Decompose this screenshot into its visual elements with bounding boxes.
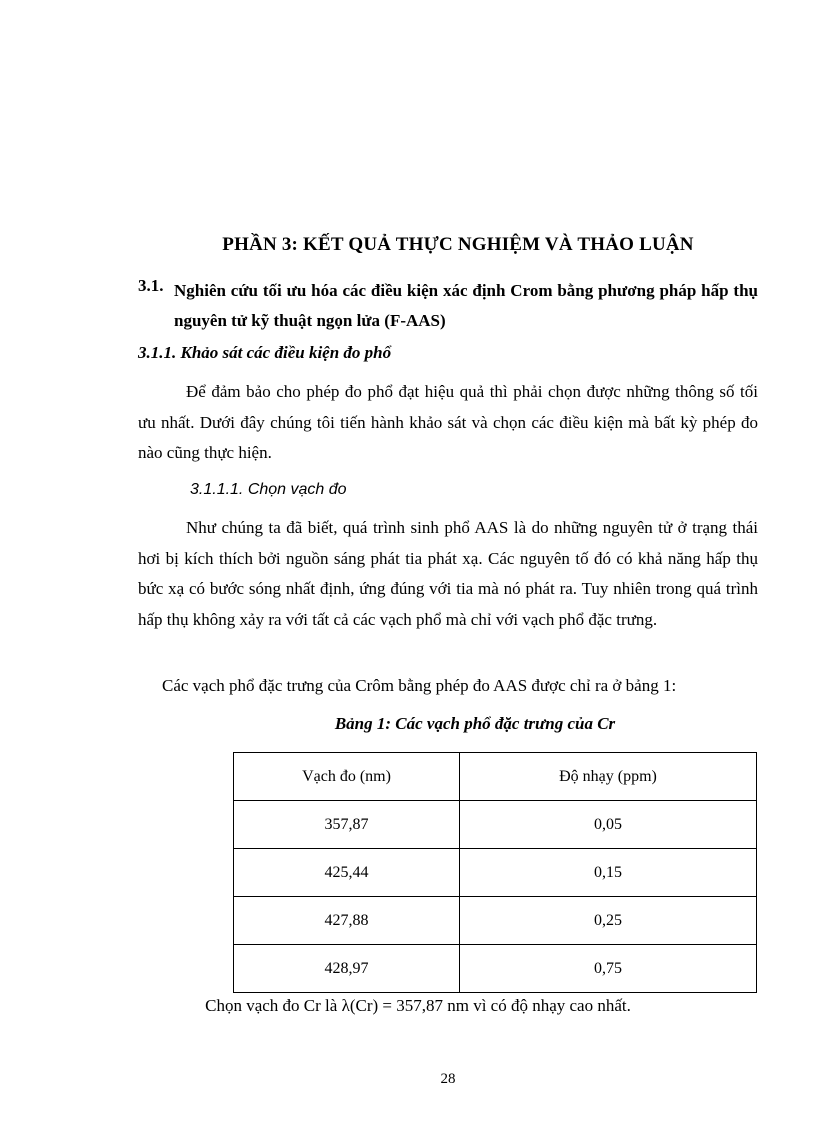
cell-sensitivity: 0,05 <box>460 801 757 849</box>
table-row <box>234 945 757 993</box>
table-header-row <box>234 753 757 801</box>
conclusion-text: Chọn vạch đo Cr là λ(Cr) = 357,87 nm vì có độ nhạy cao nhất. <box>205 996 631 1015</box>
cell-wavelength: 425,44 <box>234 849 460 897</box>
cell-wavelength: 428,97 <box>234 945 460 993</box>
section-title: Nghiên cứu tối ưu hóa các điều kiện xác định Crom bằng phương pháp hấp thụ nguyên tử kỹ thuật ngọn lửa (F-AAS) <box>174 281 758 330</box>
spectral-lines-table <box>233 752 757 993</box>
paragraph-2: Như chúng ta đã biết, quá trình sinh phổ AAS là do những nguyên tử ở trạng thái hơi bị kích thích bởi nguồn sáng phát tia phát xạ. Các nguyên tố đó có khả năng hấp thụ bức xạ có bước sóng nhất định, ứng đúng với tia mà nó phát ra. Tuy nhiên trong quá trình hấp thụ không xảy ra với tất cả các vạch phổ mà chỉ với vạch phổ đặc trưng. <box>138 518 758 629</box>
cell-sensitivity: 0,75 <box>460 945 757 993</box>
table-row <box>234 897 757 945</box>
subsubsection-title: 3.1.1.1. Chọn vạch đo <box>190 481 347 498</box>
cell-wavelength: 427,88 <box>234 897 460 945</box>
part-title: PHẦN 3: KẾT QUẢ THỰC NGHIỆM VÀ THẢO LUẬN <box>222 234 694 255</box>
table-row <box>234 849 757 897</box>
header-sensitivity: Độ nhạy (ppm) <box>460 753 757 801</box>
table-caption: Bảng 1: Các vạch phổ đặc trưng của Cr <box>334 714 616 733</box>
subsection-title: 3.1.1. Khảo sát các điều kiện đo phổ <box>138 343 392 362</box>
paragraph-3: Các vạch phổ đặc trưng của Crôm bằng phép đo AAS được chỉ ra ở bảng 1: <box>162 676 677 695</box>
page-number: 28 <box>440 1071 456 1087</box>
header-wavelength: Vạch đo (nm) <box>234 753 460 801</box>
cell-sensitivity: 0,15 <box>460 849 757 897</box>
section-number: 3.1. <box>138 276 164 295</box>
table-row <box>234 801 757 849</box>
cell-wavelength: 357,87 <box>234 801 460 849</box>
cell-sensitivity: 0,25 <box>460 897 757 945</box>
paragraph-1: Để đảm bảo cho phép đo phổ đạt hiệu quả thì phải chọn được những thông số tối ưu nhất. Dưới đây chúng tôi tiến hành khảo sát và chọn các điều kiện mà bất kỳ phép đo nào cũng thực hiện. <box>138 382 758 462</box>
